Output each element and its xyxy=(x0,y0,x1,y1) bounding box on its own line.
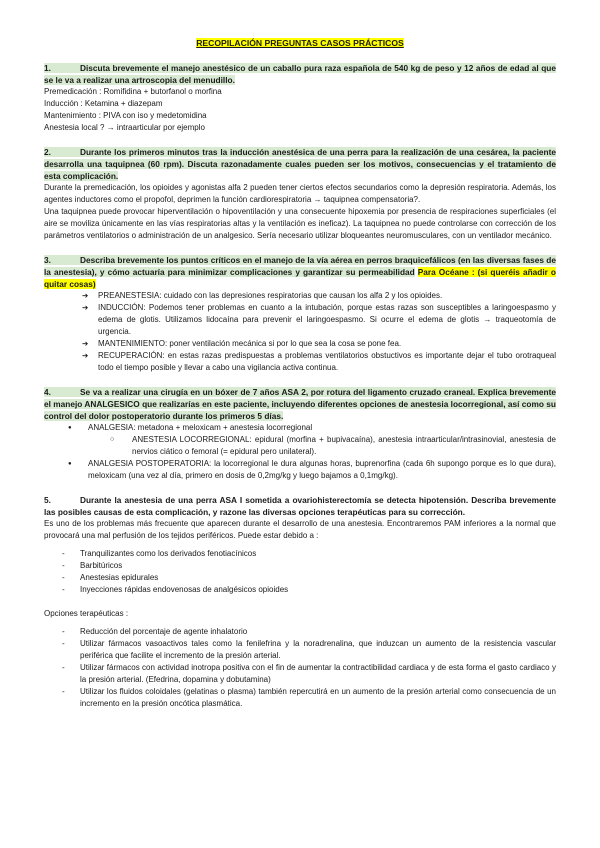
question-2-heading: 2. Durante los primeros minutos tras la inducción anestésica de una perra para la realización de una cesárea, la paciente desarrolla una taquipnea (60 rpm). Discuta razonadamente cuales pueden ser los motivos, consecuencias y el tratamiento de esta complicación. xyxy=(44,147,556,181)
list-item: - Tranquilizantes como los derivados fenotiacínicos xyxy=(62,548,556,560)
question-3 xyxy=(44,254,556,374)
question-1 xyxy=(44,62,556,134)
list-item: - Utilizar fármacos vasoactivos tales como la fenilefrina y la noradrenalina, que induzcan un aumento de la resistencia vascular periférica que facilite el incremento de la presión arterial. xyxy=(62,638,556,662)
question-5-heading: 5. Durante la anestesia de una perra ASA I sometida a ovariohisterectomía se detecta hipotensión. Describa brevemente las posibles causas de esta complicación, y razone las diversas opciones terapéuticas para su corrección. xyxy=(44,495,556,517)
list-item: - Anestesias epidurales xyxy=(62,572,556,584)
list-item: - Inyecciones rápidas endovenosas de analgésicos opioides xyxy=(62,584,556,596)
q2-paragraph-1: Durante la premedicación, los opioides y agonistas alfa 2 pueden tener ciertos efectos secundarios como la depresión respiratoria. Además, los agentes inductores como el propofol, deprimen la función cardiorespiratoria → taquipnea compensatoria?. xyxy=(44,183,556,204)
q1-induction: Inducción : Ketamina + diazepam xyxy=(44,99,163,108)
list-item: - Utilizar los fluidos coloidales (gelatinas o plasma) también repercutirá en un aumento de la presión arterial como consecuencia de un incremento en la presión oncótica plasmática. xyxy=(62,686,556,710)
q5-causes-list xyxy=(44,548,556,596)
question-4 xyxy=(44,386,556,482)
list-item: - Barbitúricos xyxy=(62,560,556,572)
list-item: ➔ INDUCCIÓN: Podemos tener problemas en cuanto a la intubación, porque estas razas son susceptibles a laringoespasmo y edema de glotis. Utilizamos lidocaína para prevenir el laringoespasmo. Si ocurre el edema de glotis → traqueotomía de urgencia. xyxy=(82,302,556,338)
q1-premedication: Premedicación : Romifidina + butorfanol o morfina xyxy=(44,87,222,96)
list-item: ● ANALGESIA POSTOPERATORIA: la locorregional le dura algunas horas, buprenorfina (cada 6h supongo porque es lo que dura), meloxicam (una vez al día, primero en dosis de 0,2mg/kg y luego bajamos a 0,1mg/kg). xyxy=(66,458,556,482)
list-item: - Reducción del porcentaje de agente inhalatorio xyxy=(62,626,556,638)
q4-sublist xyxy=(88,434,556,458)
question-3-heading: 3. Describa brevemente los puntos críticos en el manejo de la vía aérea en perros braquicefálicos (en las diversas fases de la anestesia), y cómo actuaría para minimizar complicaciones y garantizar su permeabilidad Para Océane : (si queréis añadir o quitar cosas) xyxy=(44,255,556,289)
list-item: ➔ MANTENIMIENTO: poner ventilación mecánica si por lo que sea la cosa se pone fea. xyxy=(82,338,556,350)
q5-options-title: Opciones terapéuticas : xyxy=(44,609,129,618)
list-item: - Utilizar fármacos con actividad inotropa positiva con el fin de aumentar la contractibilidad cardiaca y de esta forma el gasto cardiaco y la presión arterial. (Efedrina, dopamina y dobutamina) xyxy=(62,662,556,686)
list-item: ● ANALGESIA: metadona + meloxicam + anestesia locorregional ○ ANESTESIA LOCORREGIONAL: epidural (morfina + bupivacaína), anestesia intraarticular/intrasinovial, anestesia de nervios ciático o femoral (= epidural pero unilateral). xyxy=(66,422,556,458)
q2-paragraph-2: Una taquipnea puede provocar hiperventilación o hipoventilación y una consecuente hipoxemia por presencia de respiraciones superficiales (el aire se moviliza únicamente en las vías respiratorias altas y la ventilación es ineficaz). La taquipnea no puede controlarse con corrección de los parámetros ventilatorios o administración de un analgesico. Sería necesario utilizar bloqueantes neuromusculares, con un ventilador mecánico. xyxy=(44,207,556,240)
q1-local-anesthesia: Anestesia local ? → intraarticular por ejemplo xyxy=(44,123,205,132)
list-item: ○ ANESTESIA LOCORREGIONAL: epidural (morfina + bupivacaína), anestesia intraarticular/intrasinovial, anestesia de nervios ciático o femoral (= epidural pero unilateral). xyxy=(110,434,556,458)
question-4-heading: 4. Se va a realizar una cirugía en un bóxer de 7 años ASA 2, por rotura del ligamento cruzado craneal. Explica brevemente el manejo ANALGESICO que realizarías en este paciente, incluyendo diferentes opciones de anestesia locorregional, así como su control del dolor postoperatorio durante los primeros 5 días. xyxy=(44,387,556,421)
q5-intro: Es uno de los problemas más frecuente que aparecen durante el desarrollo de una anestesia. Encontraremos PAM inferiores a la normal que provocará una mal perfusión de los tejidos periféricos. Puede estar debido a : xyxy=(44,519,556,540)
q5-options-list xyxy=(44,626,556,710)
q4-list xyxy=(44,422,556,482)
list-item: ➔ PREANESTESIA: cuidado con las depresiones respiratorias que causan los alfa 2 y los opioides. xyxy=(82,290,556,302)
question-1-heading: 1. Discuta brevemente el manejo anestésico de un caballo pura raza española de 540 kg de peso y 12 años de edad al que se le va a realizar una artroscopia del menudillo. xyxy=(44,63,556,85)
question-5 xyxy=(44,494,556,710)
q3-list xyxy=(44,290,556,374)
q1-maintenance: Mantenimiento : PIVA con iso y medetomidina xyxy=(44,111,207,120)
question-2 xyxy=(44,146,556,242)
note-highlight: Para Océane : (si queréis añadir o quitar cosas) xyxy=(44,267,556,289)
document-title: RECOPILACIÓN PREGUNTAS CASOS PRÁCTICOS xyxy=(196,38,404,48)
list-item: ➔ RECUPERACIÓN: en estas razas predispuestas a problemas ventilatorios obstuctivos es importante dejar el tubo orotraqueal todo el tiempo posible y llevar a cabo una vigilancia activa continua. xyxy=(82,350,556,374)
